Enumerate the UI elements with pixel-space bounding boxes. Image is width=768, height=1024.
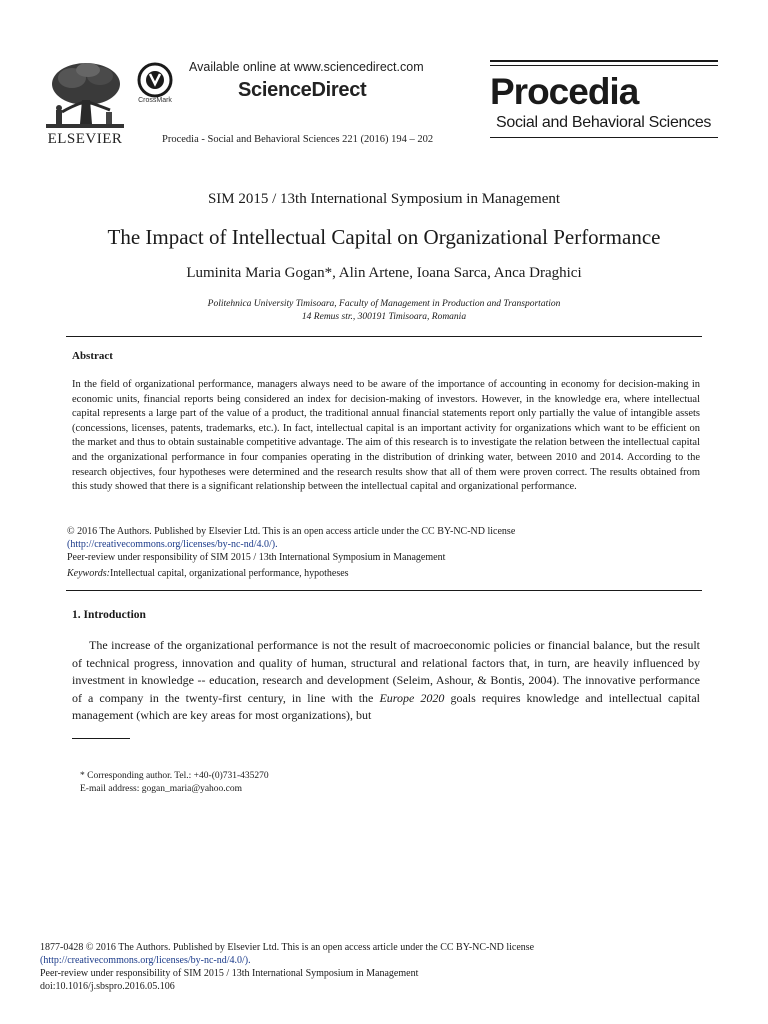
license-link[interactable]: (http://creativecommons.org/licenses/by-nc-nd/4.0/).: [67, 539, 278, 550]
doi-line[interactable]: doi:10.1016/j.sbspro.2016.05.106: [40, 981, 175, 992]
available-online-text[interactable]: Available online at www.sciencedirect.com: [189, 60, 424, 74]
keywords-values: Intellectual capital, organizational performance, hypotheses: [109, 568, 349, 579]
affiliation-line-2: 14 Remus str., 300191 Timisoara, Romania: [301, 312, 467, 322]
paper-title: The Impact of Intellectual Capital on Organizational Performance: [107, 225, 661, 249]
procedia-wordmark: Procedia: [490, 71, 639, 112]
abstract-heading: Abstract: [72, 350, 113, 362]
keywords-label: Keywords:: [67, 568, 110, 579]
affiliation: [0, 298, 768, 324]
procedia-rule-top: [490, 60, 718, 62]
license-line: © 2016 The Authors. Published by Elsevier Ltd. This is an open access article under the CC BY-NC-ND license: [67, 526, 516, 537]
abstract-text: In the field of organizational performance, managers always need to be aware of the importance of accounting in economy for decision-making in economic units, financial reports being considered an index for decision-making of investors. However, in the knowledge era, where intellectual capital represents a large part of the value of a product, the traditional annual financial statements report only partially the value of intangible assets (concessions, licenses, patents, trademarks, etc.). In fact, intellectual capital is an important activity for organizations which want to be efficient on the market and thus to obtain sustainable competitive advantage. The aim of this research is to investigate the relation between the intellectual capital and the organizational performance in four companies operating in the distribution of drinking water, between 2010 and 2014. According to the research objectives, four hypotheses were determined and the research results show that all of them were proven correct. The results obtained from this study showed that there is a significant relationship between the intellectual capital and organizational performance.: [72, 379, 700, 493]
issn-license-line: 1877-0428 © 2016 The Authors. Published by Elsevier Ltd. This is an open access article under the CC BY-NC-ND license: [40, 942, 535, 953]
procedia-subtitle: Social and Behavioral Sciences: [496, 114, 712, 131]
divider-top: [66, 336, 702, 337]
sciencedirect-logo-text: ScienceDirect: [238, 79, 367, 101]
intro-text-part-1: The increase of the organizational performance is not the result of macroeconomic policies or financial balance, but the result of technical progress, innovation and quality of human, structural and relational factors that, in turn, are heavily influenced by investment in knowledge -- education, research and development (Seleim, Ashour, & Bontis, 2004). The innovative performance of a company in the twenty-first century, in line with the: [72, 638, 700, 705]
affiliation-line-1: Politehnica University Timisoara, Faculty of Management in Production and Transportation: [207, 299, 561, 309]
license-block: [67, 525, 707, 564]
conference-name: SIM 2015 / 13th International Symposium in Management: [207, 191, 561, 207]
procedia-rule-top-thin: [490, 65, 718, 66]
footer-peer-review: Peer-review under responsibility of SIM 2015 / 13th International Symposium in Management: [40, 968, 419, 979]
author-email[interactable]: E-mail address: gogan_maria@yahoo.com: [80, 784, 243, 794]
procedia-rule-bottom: [490, 137, 718, 138]
introduction-paragraph: [72, 637, 700, 725]
footnote-rule: [72, 738, 130, 739]
peer-review-line: Peer-review under responsibility of SIM 2015 / 13th International Symposium in Management: [67, 552, 446, 563]
page-footer: [40, 941, 740, 993]
intro-text-part-2: goals requires knowledge and intellectual capital management (which are key areas for most organizations), but: [72, 690, 700, 723]
intro-italic-term: Europe 2020: [379, 690, 445, 705]
corresponding-author: * Corresponding author. Tel.: +40-(0)731-435270: [80, 771, 269, 781]
crossmark-label: CrossMark: [138, 97, 172, 104]
footnote: [80, 770, 269, 796]
divider-bottom: [66, 590, 702, 591]
journal-reference: Procedia - Social and Behavioral Sciences 221 (2016) 194 – 202: [162, 134, 434, 145]
section-heading-introduction: 1. Introduction: [72, 609, 146, 621]
footer-license-link[interactable]: (http://creativecommons.org/licenses/by-nc-nd/4.0/).: [40, 955, 251, 966]
keywords-line: [67, 568, 349, 579]
paper-authors: Luminita Maria Gogan*, Alin Artene, Ioana Sarca, Anca Draghici: [186, 265, 582, 281]
publisher-name: ELSEVIER: [47, 131, 123, 147]
